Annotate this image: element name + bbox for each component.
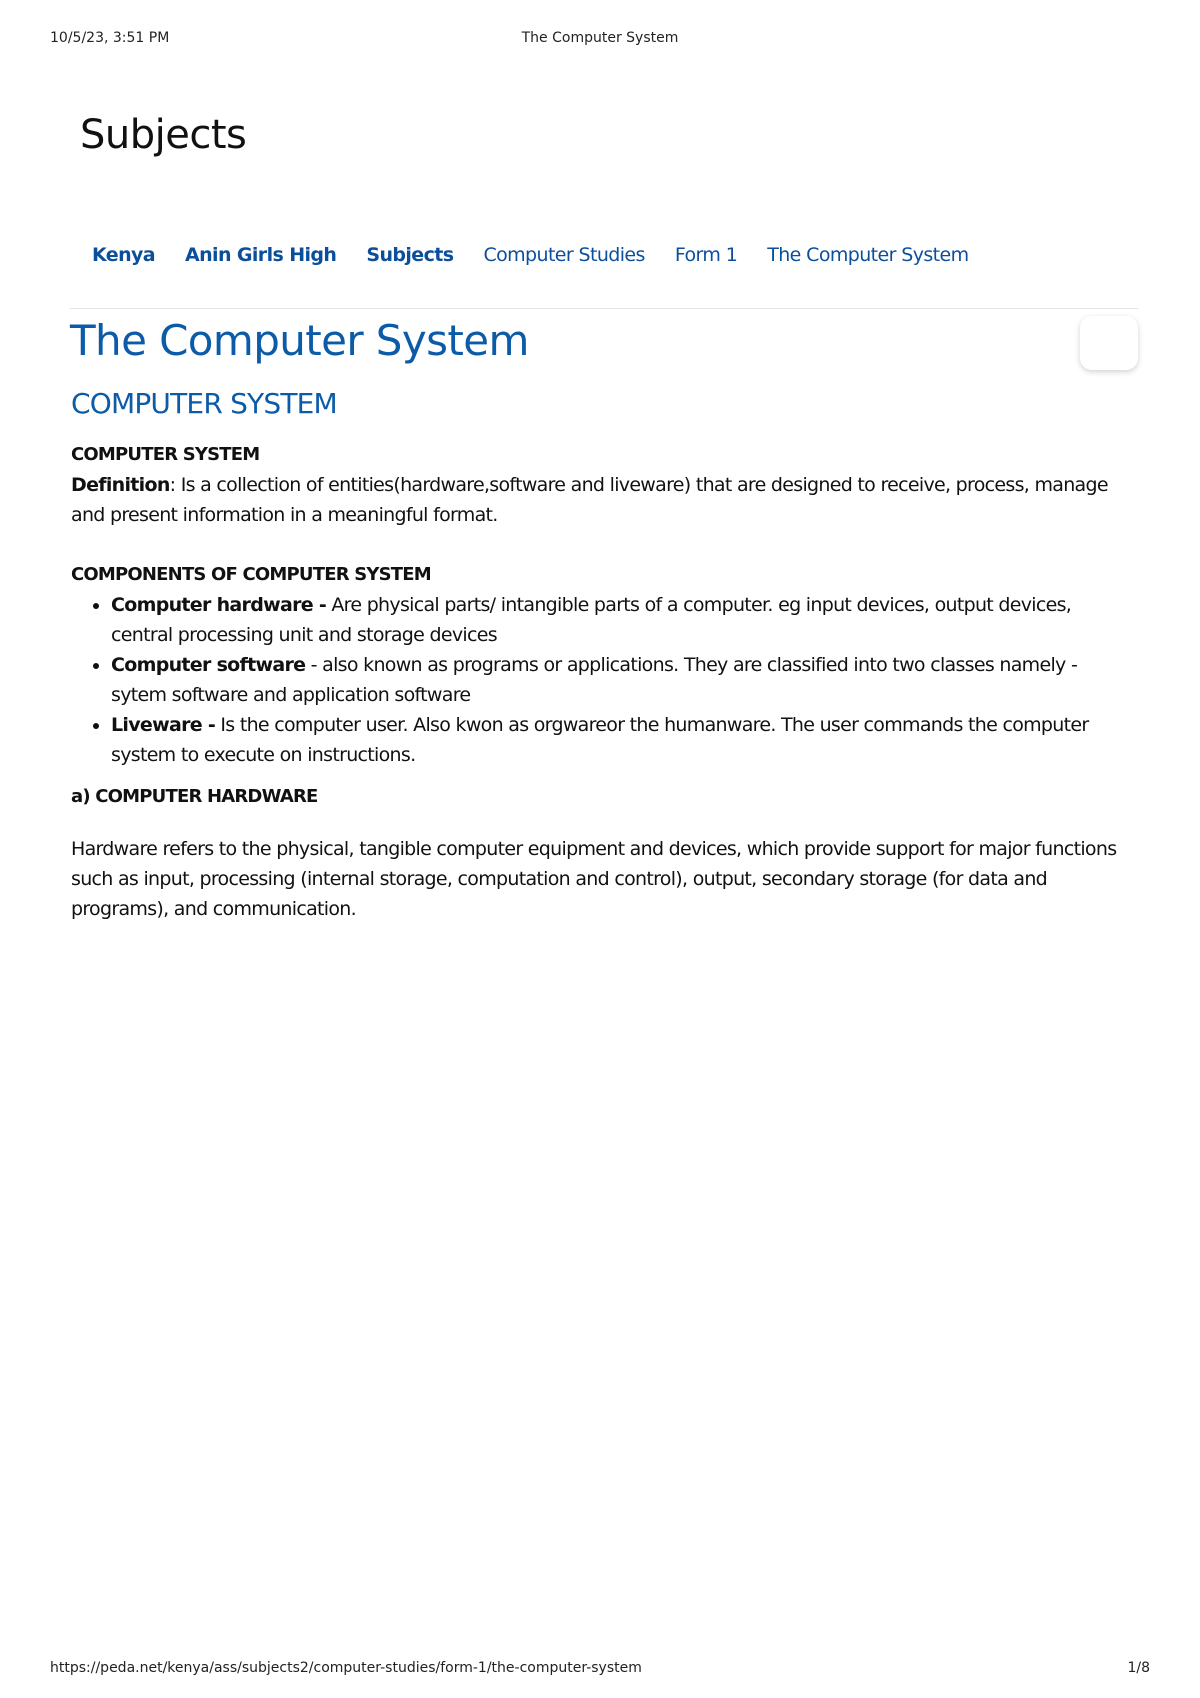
- site-title: Subjects: [80, 112, 247, 158]
- article-content: [71, 386, 1136, 924]
- print-page-count: 1/8: [1127, 1660, 1150, 1676]
- print-footer: [50, 1660, 1150, 1680]
- breadcrumb: [92, 244, 999, 266]
- list-item: [111, 710, 1136, 770]
- breadcrumb-item-form-1[interactable]: Form 1: [674, 244, 738, 266]
- breadcrumb-item-anin-girls-high[interactable]: Anin Girls High: [185, 244, 337, 266]
- floating-action-card[interactable]: [1080, 316, 1138, 370]
- component-text: Is the computer user. Also kwon as orgwareor the humanware. The user commands the computer system to execute on instructions.: [111, 714, 1089, 766]
- definition-paragraph: [71, 470, 1136, 530]
- page-title: The Computer System: [70, 316, 529, 365]
- definition-text: : Is a collection of entities(hardware,software and liveware) that are designed to receive, process, manage and present information in a meaningful format.: [71, 474, 1108, 526]
- sub-heading-components: COMPONENTS OF COMPUTER SYSTEM: [71, 564, 431, 585]
- header-divider: [70, 308, 1138, 309]
- breadcrumb-item-kenya[interactable]: Kenya: [92, 244, 156, 266]
- component-term: Computer software: [111, 654, 306, 676]
- spacer: [71, 530, 1136, 560]
- breadcrumb-item-the-computer-system[interactable]: The Computer System: [767, 244, 969, 266]
- component-text: Are physical parts/ intangible parts of a computer. eg input devices, output devices, central processing unit and storage devices: [111, 594, 1072, 646]
- breadcrumb-item-subjects[interactable]: Subjects: [366, 244, 454, 266]
- print-page-title: The Computer System: [521, 30, 679, 46]
- definition-label: Definition: [71, 474, 170, 496]
- print-url: https://peda.net/kenya/ass/subjects2/computer-studies/form-1/the-computer-system: [50, 1660, 642, 1676]
- list-item: [111, 650, 1136, 710]
- print-header: [50, 30, 1150, 50]
- spacer: [71, 812, 1136, 834]
- breadcrumb-item-computer-studies[interactable]: Computer Studies: [483, 244, 645, 266]
- components-list: [71, 590, 1136, 770]
- sub-heading-computer-system: COMPUTER SYSTEM: [71, 444, 260, 465]
- spacer: [71, 770, 1136, 782]
- component-term: Computer hardware -: [111, 594, 327, 616]
- print-date: 10/5/23, 3:51 PM: [50, 30, 170, 46]
- hardware-paragraph: Hardware refers to the physical, tangible computer equipment and devices, which provide support for major functions such as input, processing (internal storage, computation and control), output, secondary storage (for data and programs), and communication.: [71, 838, 1117, 920]
- component-term: Liveware -: [111, 714, 216, 736]
- sub-heading-computer-hardware: a) COMPUTER HARDWARE: [71, 786, 318, 807]
- list-item: [111, 590, 1136, 650]
- component-text: - also known as programs or applications. They are classified into two classes namely - sytem software and application software: [111, 654, 1078, 706]
- article-heading: COMPUTER SYSTEM: [71, 387, 337, 420]
